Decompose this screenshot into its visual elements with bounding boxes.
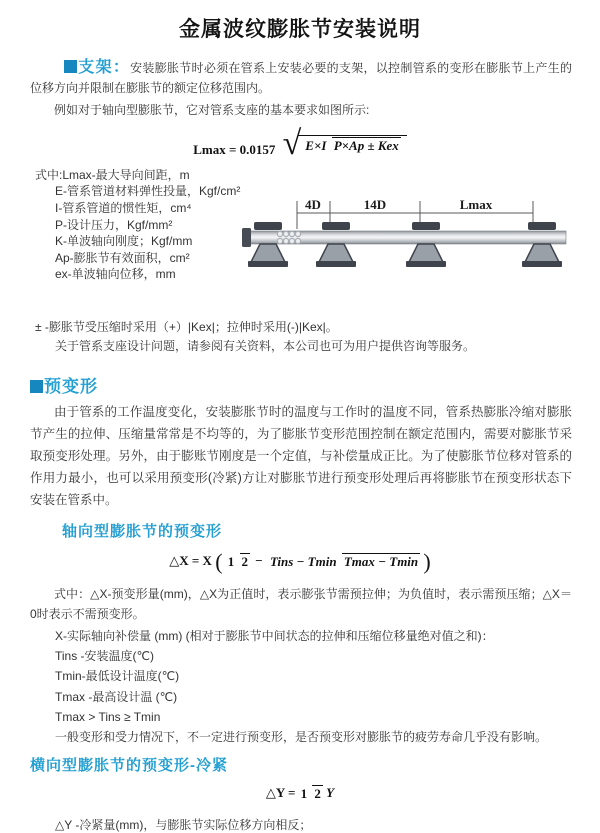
lateral-desc: △Y -冷紧量(mm)，与膨胀节实际位移方向相反；	[55, 817, 312, 832]
predeform-section-head	[30, 372, 600, 397]
section-marker-icon	[64, 60, 77, 73]
definition-line: Tmin-最低设计温度(℃)	[55, 669, 180, 684]
lmax-formula-denominator: P×Ap ± Kex	[333, 138, 399, 154]
example-text: 例如对于轴向型膨胀节，它对管系支座的基本要求如图所示:	[54, 103, 370, 117]
support-text: 安装膨胀节时必须在管系上安装必要的支架，以控制管系的变形在膨胀节上产生的位移方向并限制在膨胀节的额定位移范围内。	[30, 61, 572, 95]
half-numerator: 1	[300, 785, 308, 801]
param-line: 式中:Lmax-最大导向间距，m	[35, 167, 190, 182]
guide-support	[522, 222, 562, 267]
plusminus-note: ± -膨胀节受压缩时采用（+）|Kex|；拉伸时采用(-)|Kex|。	[35, 319, 338, 334]
param-line: ex-单波轴向位移，mm	[55, 267, 176, 282]
lateral-formula-rhs: Y	[326, 785, 335, 801]
param-line: P-设计压力，Kgf/mm²	[55, 217, 173, 232]
temp-denominator: Tmax − Tmin	[343, 553, 419, 569]
definition-line: Tmax > Tins ≥ Tmin	[55, 709, 161, 724]
axial-formula	[0, 549, 600, 575]
axial-heading: 轴向型膨胀节的预变形	[62, 523, 223, 541]
lateral-formula	[0, 785, 600, 801]
pipe-support-diagram	[240, 195, 596, 295]
close-paren: )	[423, 549, 431, 575]
sqrt-sign: √	[282, 125, 302, 162]
half-fraction	[226, 555, 250, 570]
axial-definitions	[0, 626, 600, 747]
param-line: E-管系管道材料弹性投量，Kgf/cm²	[55, 184, 241, 199]
page-title: 金属波纹膨胀节安装说明	[179, 18, 421, 41]
half-fraction	[299, 787, 323, 802]
sqrt-radical	[282, 125, 407, 162]
section-marker-icon	[30, 380, 43, 393]
open-paren: (	[215, 549, 223, 575]
consult-note: 关于管系支座设计问题，请参阅有关资料，本公司也可为用户提供咨询等服务。	[55, 339, 476, 354]
predeform-heading: 预变形	[44, 377, 98, 397]
support-paragraph	[30, 58, 572, 98]
definition-line: 一般变形和受力情况下，不一定进行预变形，是否预变形对膨胀节的疲劳寿命几乎没有影响。	[55, 730, 548, 745]
pipe-end-cap	[242, 228, 251, 247]
support-section-label: 支架：	[78, 59, 131, 76]
axial-formula-lhs: △X = X	[169, 553, 212, 569]
dim-label-4d: 4D	[305, 196, 321, 212]
minus-sign: −	[255, 553, 263, 569]
dim-label-lmax: Lmax	[459, 196, 493, 212]
param-line: I-管系管道的惯性矩，cm⁴	[55, 201, 192, 216]
dim-label-14d: 14D	[363, 196, 387, 212]
axial-desc: 式中：△X-预变形量(mm)，△X为正值时，表示膨张节需预拉伸；为负值时，表示需预压缩；△X＝0时表示不需预变形。	[30, 587, 572, 622]
half-numerator: 1	[227, 553, 235, 569]
definition-line: X-实际轴向补偿量 (mm) (相对于膨胀节中间状态的拉伸和压缩位移量绝对值之和)：	[55, 629, 494, 644]
param-line: K-单波轴向刚度；Kgf/mm	[55, 234, 193, 249]
guide-support	[406, 222, 446, 267]
half-denominator: 2	[241, 553, 249, 569]
predeform-paragraph: 由于管系的工作温度变化，安装膨胀节时的温度与工作时的温度不同，管系热膨胀冷缩对膨胀节产生的拉伸、压缩量常常是不均等的，为了膨胀节变形范围控制在额定范围内，需要对膨胀节采取预变形处理。另外，由于膨账节刚度是一个定值，与补偿量成正比。为了使膨胀节位移对管系的作用力最小，也可以采用预变形(冷紧)方让对膨胀节进行预变形处理后再将膨胀节在预变形状态下安装在管系中。	[30, 405, 572, 508]
half-denominator: 2	[314, 785, 321, 801]
temperature-fraction	[268, 555, 420, 570]
definition-line: Tmax -最高设计温 (℃)	[55, 689, 178, 704]
temp-numerator: Tins − Tmin	[269, 553, 337, 569]
param-line: Ap-膨胀节有效面积，cm²	[55, 250, 190, 265]
lmax-formula-numerator: E×I	[305, 138, 327, 154]
lateral-formula-lhs: △Y =	[265, 785, 296, 801]
parameters-block	[0, 167, 600, 319]
guide-support	[316, 222, 356, 267]
anchor-support	[248, 222, 288, 267]
lmax-formula	[0, 125, 600, 162]
lateral-heading: 横向型膨胀节的预变形-冷紧	[30, 757, 228, 775]
definition-line: Tins -安装温度(℃)	[55, 649, 155, 664]
pipe-supports	[248, 222, 562, 267]
lmax-formula-lhs: Lmax = 0.0157	[193, 142, 276, 157]
